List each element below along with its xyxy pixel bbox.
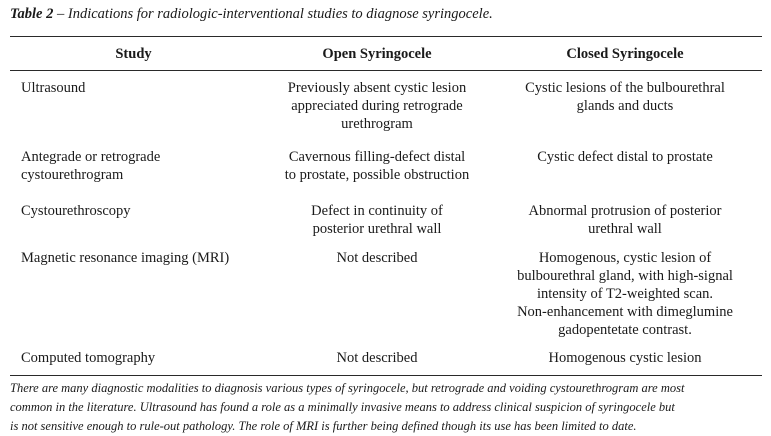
cell-line: Antegrade or retrograde — [21, 149, 161, 165]
footnote-line: common in the literature. Ultrasound has found a role as a minimally invasive means to address clinical suspicion of syringocele but — [10, 400, 675, 414]
footnote-line: There are many diagnostic modalities to diagnosis various types of syringocele, but retrograde and voiding cystourethrogram are most — [10, 381, 685, 395]
cell-line: posterior urethral wall — [312, 221, 442, 237]
cell-line: glands and ducts — [576, 98, 674, 114]
cell-line: Homogenous cystic lesion — [548, 350, 702, 366]
cell-line: Previously absent cystic lesion — [287, 80, 467, 96]
header-closed-syringocele: Closed Syringocele — [566, 46, 684, 62]
row-cystourethrogram-closed — [500, 148, 750, 166]
row-ultrasound-study — [21, 79, 251, 97]
row-mri-study — [21, 249, 251, 267]
cell-line: urethral wall — [588, 221, 662, 237]
table-footnote — [10, 379, 762, 436]
header-study: Study — [115, 46, 152, 62]
cell-line: Non-enhancement with dimeglumine — [517, 304, 733, 320]
row-cystourethroscopy-open — [262, 202, 492, 238]
table-caption — [10, 6, 493, 23]
cell-line: cystourethrogram — [21, 167, 124, 183]
cell-line: Not described — [336, 350, 418, 366]
cell-line: Not described — [336, 250, 418, 266]
cell-line: intensity of T2-weighted scan. — [536, 286, 714, 302]
row-cystourethroscopy-closed — [500, 202, 750, 238]
cell-line: bulbourethral gland, with high-signal — [517, 268, 733, 284]
cell-line: Magnetic resonance imaging (MRI) — [21, 250, 230, 266]
caption-text: – Indications for radiologic-interventional studies to diagnose syringocele. — [53, 6, 493, 22]
header-bottom-rule — [10, 70, 762, 71]
row-mri-closed — [500, 249, 750, 339]
cell-line: Cystourethroscopy — [21, 203, 131, 219]
table-top-rule — [10, 36, 762, 37]
cell-line: gadopentetate contrast. — [558, 322, 692, 338]
row-ct-study — [21, 349, 251, 367]
cell-line: appreciated during retrograde — [291, 98, 463, 114]
cell-line: urethrogram — [341, 116, 413, 132]
cell-line: Abnormal protrusion of posterior — [528, 203, 722, 219]
cell-line: Cystic lesions of the bulbourethral — [525, 80, 725, 96]
cell-line: Homogenous, cystic lesion of — [538, 250, 712, 266]
row-cystourethrogram-open — [262, 148, 492, 184]
table-bottom-rule — [10, 375, 762, 376]
row-ultrasound-open — [262, 79, 492, 133]
row-cystourethroscopy-study — [21, 202, 251, 220]
footnote-line: is not sensitive enough to rule-out pathology. The role of MRI is further being defined though its use has been limited to date. — [10, 419, 637, 433]
caption-label: Table 2 — [10, 6, 54, 22]
cell-line: Cystic defect distal to prostate — [537, 149, 713, 165]
row-ultrasound-closed — [500, 79, 750, 115]
cell-line: Defect in continuity of — [311, 203, 443, 219]
row-ct-closed — [500, 349, 750, 367]
cell-line: Ultrasound — [21, 80, 86, 96]
header-open-syringocele: Open Syringocele — [322, 46, 432, 62]
cell-line: to prostate, possible obstruction — [284, 167, 470, 183]
cell-line: Cavernous filling-defect distal — [288, 149, 466, 165]
row-cystourethrogram-study — [21, 148, 251, 184]
cell-line: Computed tomography — [21, 350, 156, 366]
row-mri-open — [262, 249, 492, 267]
row-ct-open — [262, 349, 492, 367]
